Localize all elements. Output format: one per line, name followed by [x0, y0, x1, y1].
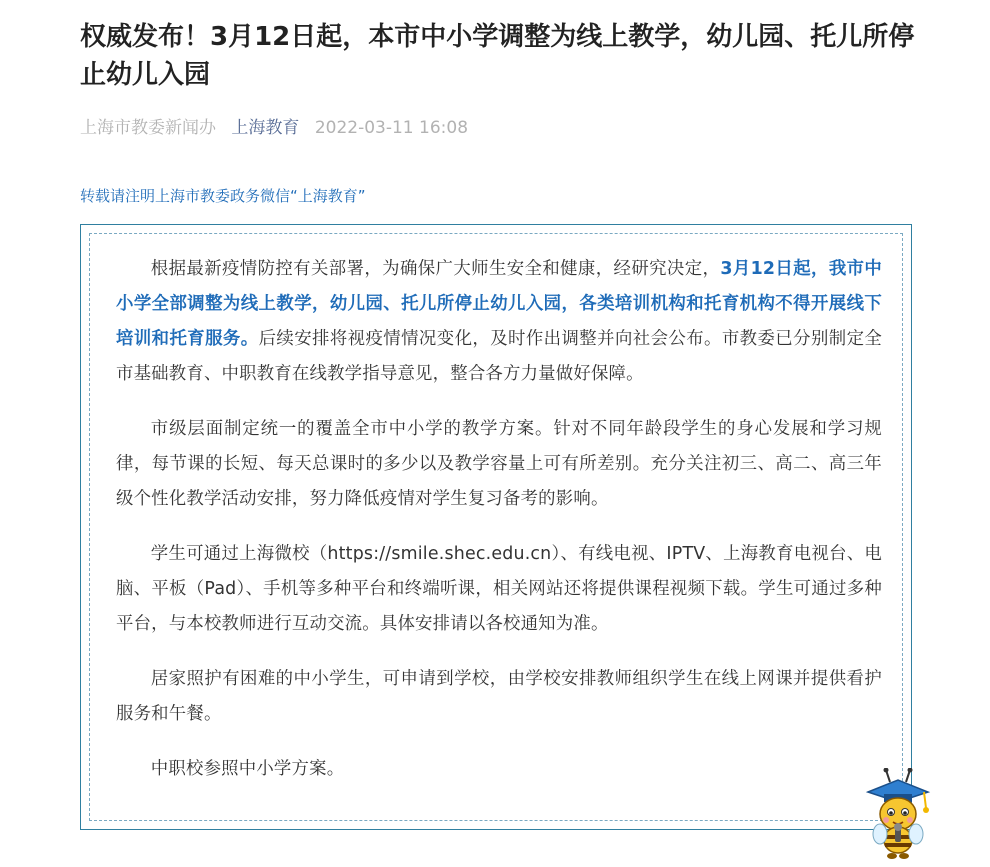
- content-frame: [80, 224, 912, 830]
- paragraph-1-highlight: 3月12日起，我市中小学全部调整为线上教学，幼儿园、托儿所停止幼儿入园，各类培训机构和托育机构不得开展线下培训和托育服务。: [116, 259, 882, 349]
- article-title: 权威发布！3月12日起，本市中小学调整为线上教学，幼儿园、托儿所停止幼儿入园: [80, 22, 915, 90]
- article-meta: [80, 113, 478, 138]
- paragraph-1-rest: 后续安排将视疫情情况变化，及时作出调整并向社会公布。市教委已分别制定全市基础教育、中职教育在线教学指导意见，整合各方力量做好保障。: [116, 329, 882, 384]
- paragraph-4: 居家照护有困难的中小学生，可申请到学校，由学校安排教师组织学生在线上网课并提供看护服务和午餐。: [116, 669, 882, 724]
- paragraph-5: 中职校参照中小学方案。: [150, 759, 345, 779]
- paragraph-1-lead: 根据最新疫情防控有关部署，为确保广大师生安全和健康，经研究决定，: [150, 259, 721, 279]
- publish-time: 2022-03-11 16:08: [314, 118, 469, 138]
- repost-note: 转载请注明上海市教委政务微信“上海教育”: [80, 187, 366, 205]
- article-source: 上海市教委新闻办: [80, 118, 216, 138]
- account-link[interactable]: 上海教育: [231, 118, 300, 138]
- paragraph-3: 学生可通过上海微校（https://smile.shec.edu.cn）、有线电视、IPTV、上海教育电视台、电脑、平板（Pad）、手机等多种平台和终端听课，相关网站还将提供课程视频下载。学生可通过多种平台，与本校教师进行互动交流。具体安排请以各校通知为准。: [116, 544, 882, 634]
- paragraph-2: 市级层面制定统一的覆盖全市中小学的教学方案。针对不同年龄段学生的身心发展和学习规律，每节课的长短、每天总课时的多少以及教学容量上可有所差别。充分关注初三、高二、高三年级个性化教学活动安排，努力降低疫情对学生复习备考的影响。: [116, 419, 882, 509]
- bee-mascot-icon: [862, 768, 934, 860]
- content-inner-frame: [89, 233, 903, 821]
- paragraph-1: [116, 252, 882, 392]
